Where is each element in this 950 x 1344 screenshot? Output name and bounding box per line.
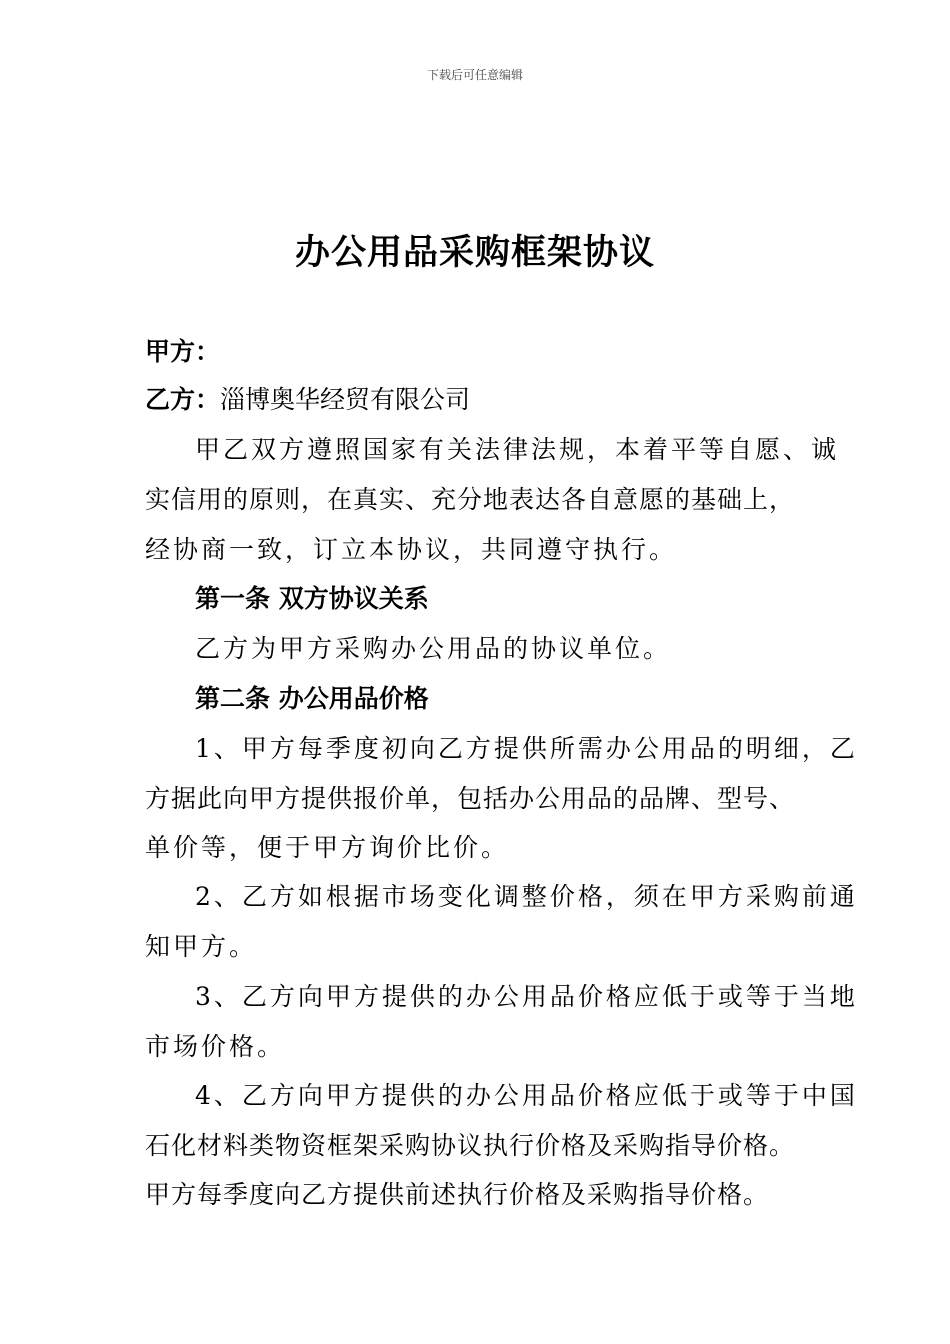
article-1-heading: 第一条 双方协议关系 (195, 584, 429, 613)
preamble-line-3: 经协商一致，订立本协议，共同遵守执行。 (145, 535, 678, 564)
article-1-text: 乙方为甲方采购办公用品的协议单位。 (195, 634, 672, 663)
article-2-line-10: 甲方每季度向乙方提供前述执行价格及采购指导价格。 (145, 1180, 770, 1209)
document-title: 办公用品采购框架协议 (294, 233, 655, 273)
article-2-line-2: 方据此向甲方提供报价单，包括办公用品的品牌、型号、 (145, 784, 796, 813)
preamble-line-1: 甲乙双方遵照国家有关法律法规，本着平等自愿、诚 (195, 435, 840, 464)
article-2-line-7: 市场价格。 (145, 1032, 286, 1061)
article-2-line-9: 石化材料类物资框架采购协议执行价格及采购指导价格。 (145, 1131, 796, 1160)
page-header-note: 下载后可任意编辑 (426, 68, 523, 82)
article-2-line-6: 3、乙方向甲方提供的办公用品价格应低于或等于当地 (195, 982, 858, 1011)
party-b-label: 乙方： (145, 385, 221, 414)
preamble-line-2: 实信用的原则，在真实、充分地表达各自意愿的基础上， (145, 485, 796, 514)
party-b-name: 淄博奥华经贸有限公司 (220, 385, 471, 414)
article-2-line-4: 2、乙方如根据市场变化调整价格，须在甲方采购前通 (195, 882, 858, 911)
article-2-line-5: 知甲方。 (145, 932, 258, 961)
party-a-label: 甲方： (145, 337, 221, 366)
article-2-line-8: 4、乙方向甲方提供的办公用品价格应低于或等于中国 (195, 1081, 858, 1110)
article-2-heading: 第二条 办公用品价格 (195, 684, 429, 713)
article-2-line-1: 1、甲方每季度初向乙方提供所需办公用品的明细，乙 (195, 734, 858, 763)
party-b-line (145, 383, 470, 417)
article-2-line-3: 单价等，便于甲方询价比价。 (145, 833, 510, 862)
